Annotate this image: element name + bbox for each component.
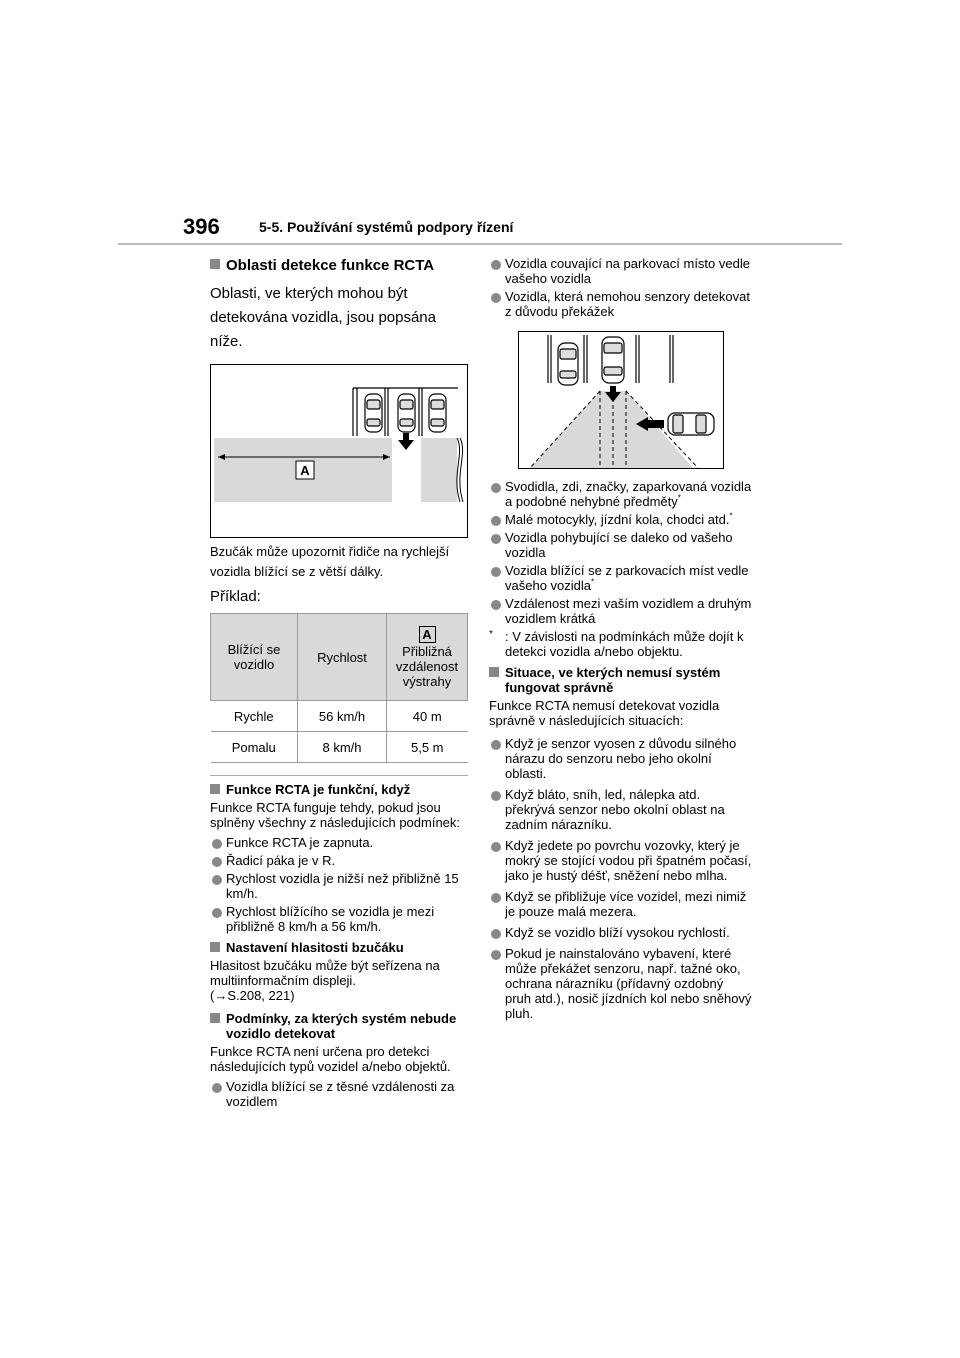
list-item: Když jedete po povrchu vozovky, který je mokrý se stojící vodou při špatném počasí, jako je hustý déšť, sněžení nebo mlha. [489,838,752,883]
list-item: Rychlost vozidla je nižší než přibližně 15 km/h. [210,871,470,901]
table-header-distance: A Přibližná vzdálenost výstrahy [387,614,468,701]
list-item: Když se vozidlo blíží vysokou rychlostí. [489,925,752,940]
subheading-situations: Situace, ve kterých nemusí systém fungovat správně [489,665,752,695]
list-item: Pokud je nainstalováno vybavení, které může překážet senzoru, např. tažné oko, ochrana nárazníku (přídavný ozdobný pruh atd.), nosič jízdních kol nebo sněhový pluh. [489,946,752,1021]
list-item: Svodidla, zdi, značky, zaparkovaná vozidla a podobné nehybné předměty* [489,479,752,509]
list-item: Vozidla couvající na parkovací místo vedle vašeho vozidla [489,256,752,286]
page-reference: (→S.208, 221) [210,988,295,1003]
list-item: Vzdálenost mezi vaším vozidlem a druhým vozidlem krátká [489,596,752,626]
list-item: Vozidla blížící se z těsné vzdálenosti za vozidlem [210,1079,470,1109]
detection-area-figure [210,364,468,538]
figure-caption: Bzučák může upozornit řidiče na rychlejší vozidla blížící se z větší dálky. [210,544,450,579]
table-row: Pomalu 8 km/h 5,5 m [211,732,468,763]
example-table [210,613,468,763]
list-item: Když je senzor vyosen z důvodu silného nárazu do senzoru nebo jeho okolní oblasti. [489,736,752,781]
list-item: Řadicí páka je v R. [210,853,470,868]
right-column [489,256,752,1027]
subheading-conditions: Podmínky, za kterých systém nebude vozidlo detekovat [210,1011,470,1041]
divider [210,775,468,776]
subheading-function: Funkce RCTA je funkční, když [210,782,470,797]
list-item: Když se přibližuje více vozidel, mezi nimiž je pouze malá mezera. [489,889,752,919]
square-bullet-icon [210,259,220,269]
table-header-vehicle: Blížící se vozidlo [211,614,298,701]
table-row: Rychle 56 km/h 40 m [211,701,468,732]
list-item: Když bláto, sníh, led, nálepka atd. překrývá senzor nebo okolní oblast na zadním nárazníku. [489,787,752,832]
paragraph: Funkce RCTA funguje tehdy, pokud jsou splněny všechny z následujících podmínek: [210,800,461,830]
list-item: Malé motocykly, jízdní kola, chodci atd.* [489,512,752,527]
paragraph: Hlasitost bzučáku může být seřízena na multiinformačním displeji. [210,958,440,988]
section-heading: Oblasti detekce funkce RCTA [210,256,470,276]
example-label: Příklad: [210,588,261,605]
distance-label-a: A [419,626,436,643]
header-divider [118,243,842,245]
list-item: Vozidla blížící se z parkovacích míst vedle vašeho vozidla* [489,563,752,593]
table-header-speed: Rychlost [298,614,387,701]
left-column [210,256,470,1112]
paragraph: Funkce RCTA nemusí detekovat vozidla správně v následujících situacích: [489,698,720,728]
obstruction-figure [518,331,724,469]
page-number: 396 [183,214,220,239]
figure-label-a: A [300,463,310,478]
list-item: Rychlost blížícího se vozidla je mezi přibližně 8 km/h a 56 km/h. [210,904,470,934]
footnote: * : V závislosti na podmínkách může dojít k detekci vozidla a/nebo objektu. [489,629,744,659]
subheading-volume: Nastavení hlasitosti bzučáku [210,940,470,955]
list-item: Funkce RCTA je zapnuta. [210,835,470,850]
section-title: 5-5. Používání systémů podpory řízení [259,219,514,235]
intro-text: Oblasti, ve kterých mohou být detekována vozidla, jsou popsána níže. [210,285,436,350]
list-item: Vozidla pohybující se daleko od vašeho vozidla [489,530,752,560]
paragraph: Funkce RCTA není určena pro detekci následujících typů vozidel a/nebo objektů. [210,1044,451,1074]
list-item: Vozidla, která nemohou senzory detekovat z důvodu překážek [489,289,752,319]
